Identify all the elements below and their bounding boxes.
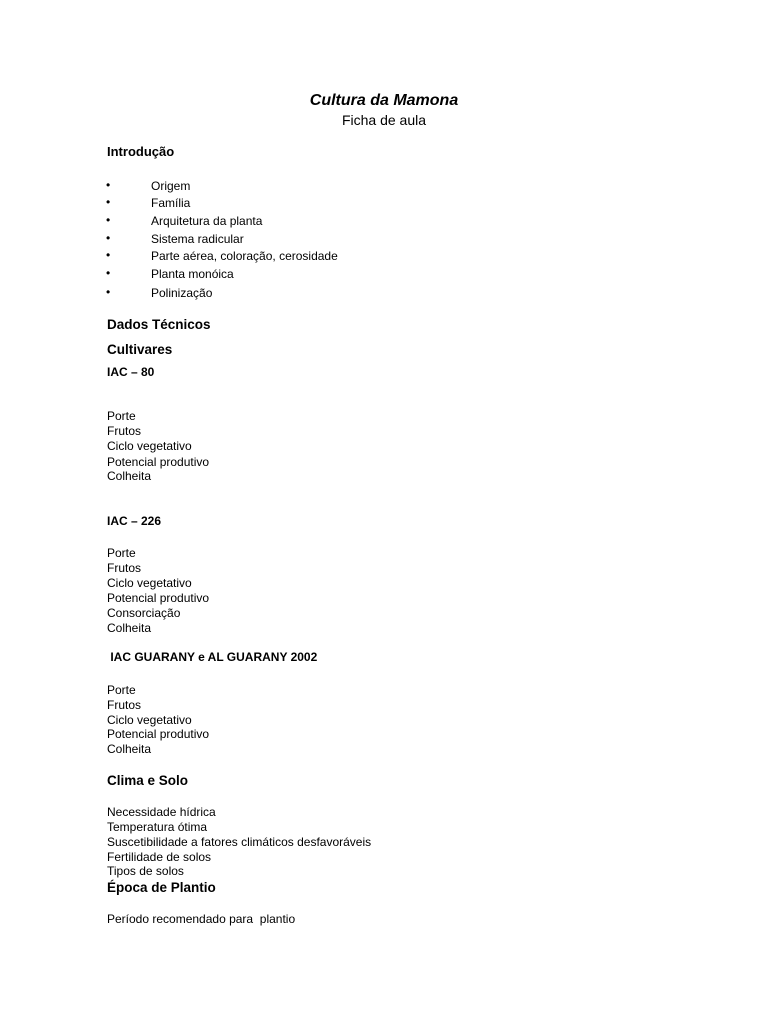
bullet: •: [106, 195, 111, 209]
bullet: •: [106, 248, 111, 262]
list-item: Colheita: [107, 742, 152, 756]
list-item: Potencial produtivo: [107, 455, 210, 469]
list-item: Suscetibilidade a fatores climáticos desfavoráveis: [107, 835, 372, 849]
list-item: Ciclo vegetativo: [107, 439, 192, 453]
list-item: Consorciação: [107, 606, 181, 620]
list-item: Frutos: [107, 698, 142, 712]
subheading-iac-80: IAC – 80: [107, 365, 155, 379]
list-item: Polinização: [151, 286, 213, 300]
bullet: •: [106, 266, 111, 280]
list-item: Colheita: [107, 469, 152, 483]
list-item: Frutos: [107, 561, 142, 575]
list-item: Ciclo vegetativo: [107, 576, 192, 590]
section-heading-dados-tecnicos: Dados Técnicos: [107, 317, 211, 332]
list-item: Arquitetura da planta: [151, 214, 263, 228]
list-item: Período recomendado para plantio: [107, 912, 296, 926]
bullet: •: [106, 285, 111, 299]
list-item: Planta monóica: [151, 267, 234, 281]
list-item: Necessidade hídrica: [107, 805, 216, 819]
list-item: Porte: [107, 683, 136, 697]
list-item: Frutos: [107, 424, 142, 438]
section-heading-clima-solo: Clima e Solo: [107, 773, 189, 788]
list-item: Tipos de solos: [107, 864, 184, 878]
list-item: Porte: [107, 546, 136, 560]
list-item: Colheita: [107, 621, 152, 635]
document-subtitle: Ficha de aula: [341, 112, 427, 128]
list-item: Temperatura ótima: [107, 820, 208, 834]
subheading-iac-guarany: IAC GUARANY e AL GUARANY 2002: [107, 650, 318, 664]
list-item: Origem: [151, 179, 191, 193]
bullet: •: [106, 178, 111, 192]
list-item: Potencial produtivo: [107, 591, 210, 605]
bullet: •: [106, 213, 111, 227]
section-heading-cultivares: Cultivares: [107, 342, 173, 357]
subheading-iac-226: IAC – 226: [107, 514, 162, 528]
section-heading-epoca-plantio: Época de Plantio: [107, 880, 216, 895]
list-item: Fertilidade de solos: [107, 850, 212, 864]
list-item: Parte aérea, coloração, cerosidade: [151, 249, 338, 263]
list-item: Potencial produtivo: [107, 727, 210, 741]
list-item: Sistema radicular: [151, 232, 244, 246]
list-item: Ciclo vegetativo: [107, 713, 192, 727]
bullet: •: [106, 231, 111, 245]
list-item: Família: [151, 196, 191, 210]
document-title: Cultura da Mamona: [309, 92, 459, 109]
list-item: Porte: [107, 409, 136, 423]
section-heading-introducao: Introdução: [107, 144, 175, 159]
